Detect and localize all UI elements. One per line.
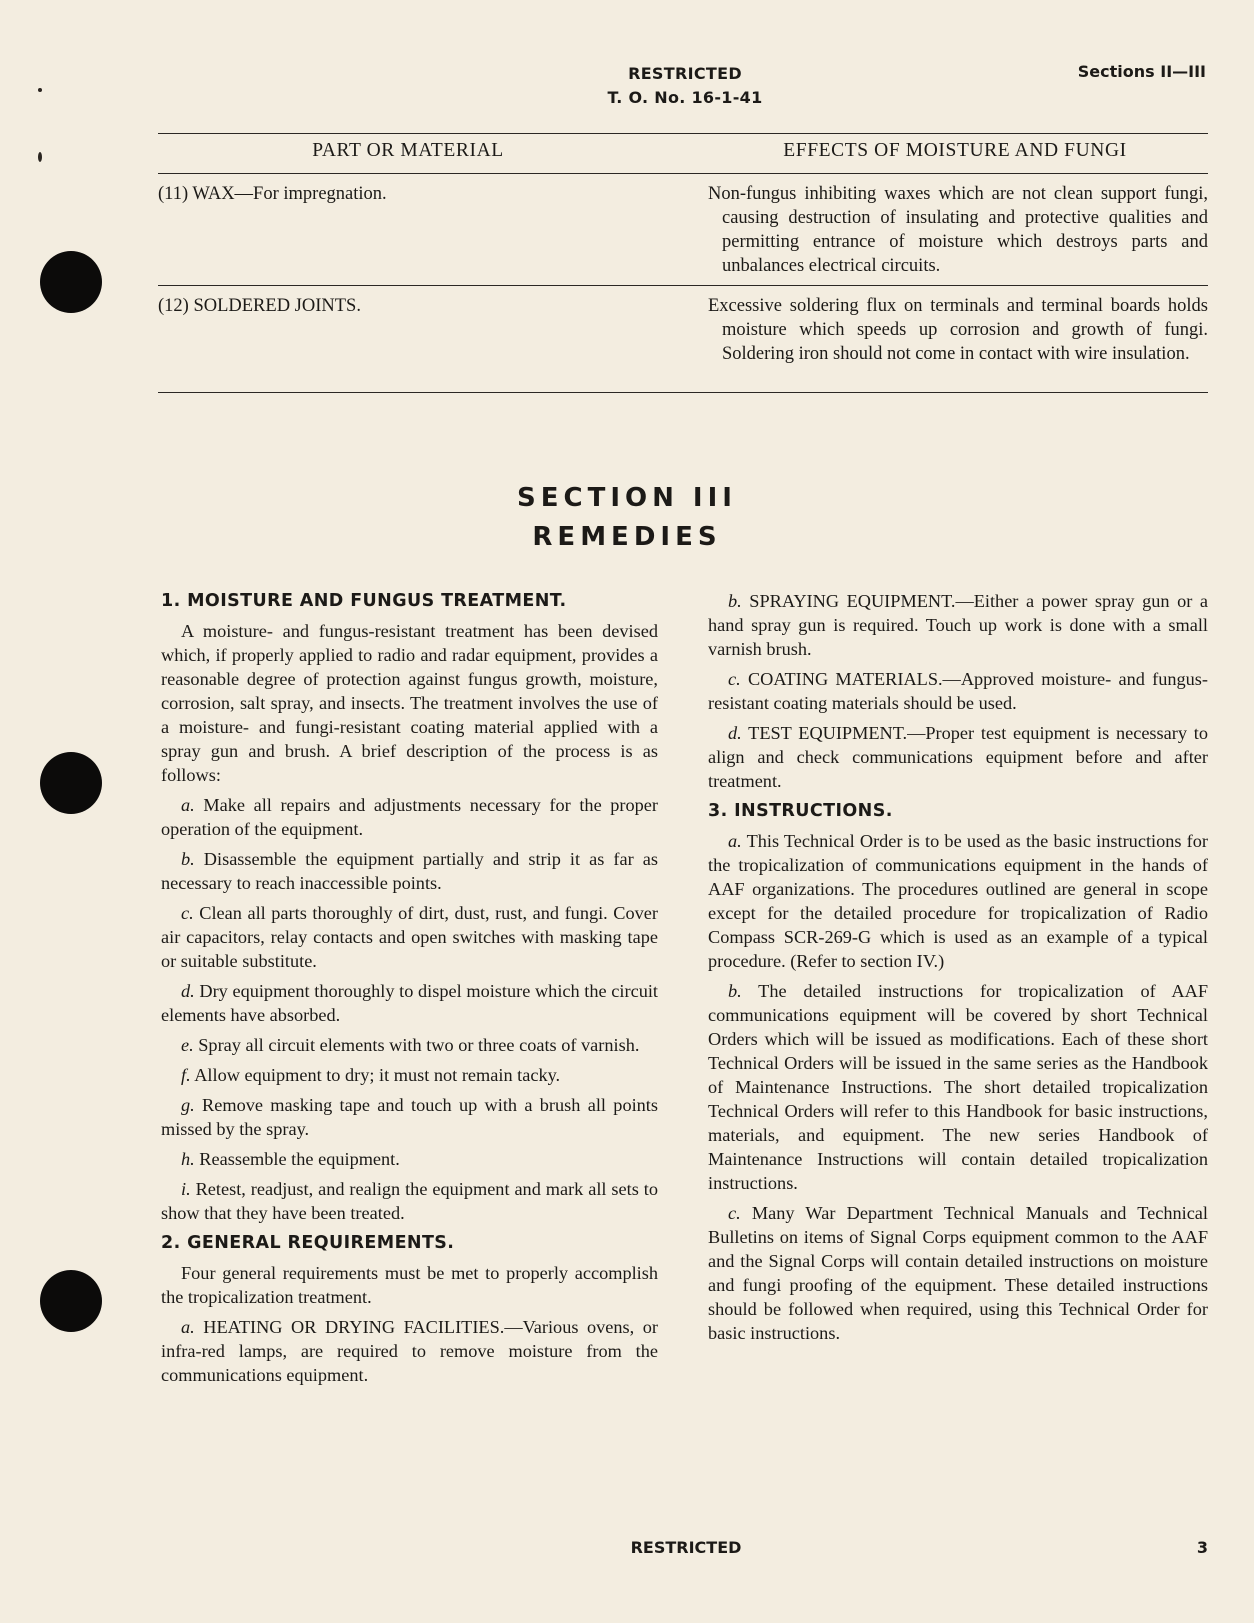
page-header [530,62,840,110]
header-classification: RESTRICTED [628,64,742,83]
step-text: Allow equipment to dry; it must not remain tacky. [194,1065,561,1085]
item-label: b. [728,591,742,611]
item-label: d. [728,723,742,743]
item-text: HEATING OR DRYING FACILITIES.—Various ovens, or infra-red lamps, are required to remove moisture from the communications equipment. [161,1317,658,1385]
table-header-part: PART OR MATERIAL [312,140,504,161]
step-text: Remove masking tape and touch up with a brush all points missed by the spray. [161,1095,658,1139]
item-label: c. [728,669,741,689]
margin-speck [38,88,42,92]
item-text: Many War Department Technical Manuals and Technical Bulletins on items of Signal Corps equipment common to the AAF and the Signal Corps will contain detailed instructions on moisture and fungi proofing of the equipment. These detailed instructions should be followed when required, using this Technical Order for basic instructions. [708,1203,1208,1343]
step-label: d. [181,981,195,1001]
step-label: b. [181,849,195,869]
requirement-item [708,667,1208,715]
step-label: g. [181,1095,195,1115]
table-row-part: (11) WAX—For impregnation. [158,184,387,204]
step-text: Clean all parts thoroughly of dirt, dust, rust, and fungi. Cover air capacitors, relay contacts and open switches with masking tape or suitable substitute. [161,903,658,971]
step-text: Dry equipment thoroughly to dispel moisture which the circuit elements have absorbed. [161,981,658,1025]
step-item [161,1063,658,1087]
table-row-effect: Excessive soldering flux on terminals and terminal boards holds moisture which speeds up corrosion and growth of fungi. Soldering iron should not come in contact with wire insulation. [708,296,1208,364]
step-text: Make all repairs and adjustments necessary for the proper operation of the equipment. [161,795,659,839]
instruction-item [708,1201,1208,1345]
header-sections: Sections II—III [1077,62,1206,81]
step-item [161,901,658,973]
right-column [708,589,1208,1351]
step-text: Disassemble the equipment partially and strip it as far as necessary to reach inaccessible points. [161,849,658,893]
step-item [161,793,658,841]
step-item [161,1033,658,1057]
step-item [161,1093,658,1141]
item-label: c. [728,1203,741,1223]
table-header-effects: EFFECTS OF MOISTURE AND FUNGI [783,140,1127,161]
punch-hole-middle [40,752,102,814]
step-label: c. [181,903,194,923]
table-row-effect: Non-fungus inhibiting waxes which are not clean support fungi, causing destruction of insulating and protective qualities and permitting entrance of moisture which destroys parts and unbalances electrical circuits. [708,184,1208,276]
item-text: SPRAYING EQUIPMENT.—Either a power spray gun or a hand spray gun is required. Touch up work is done with a small varnish brush. [708,591,1208,659]
header-to-number: T. O. No. 16-1-41 [607,88,763,107]
requirement-item [708,589,1208,661]
table-top-rule [158,133,1208,134]
item-text: COATING MATERIALS.—Approved moisture- and fungus-resistant coating materials should be used. [708,669,1208,713]
step-text: Reassemble the equipment. [199,1149,400,1169]
page-number: 3 [1196,1538,1208,1557]
step-label: a. [181,795,195,815]
paragraph-heading: 1. MOISTURE AND FUNGUS TREATMENT. [161,591,567,611]
item-label: a. [728,831,742,851]
instruction-item [708,829,1208,973]
paragraph-intro: A moisture- and fungus-resistant treatment has been devised which, if properly applied to radio and radar equipment, provides a reasonable degree of protection against fungus growth, moisture, corrosion, salt spray, and insects. The treatment involves the use of a moisture- and fungi-resistant coating material applied with a spray gun and brush. A brief description of the process is as follows: [161,621,658,785]
table-header-rule [158,173,1208,174]
step-item [161,979,658,1027]
punch-hole-top [40,251,102,313]
step-text: Retest, readjust, and realign the equipment and mark all sets to show that they have been treated. [161,1179,658,1223]
item-text: This Technical Order is to be used as the basic instructions for the tropicalization of communications equipment in the hands of AAF organizations. The procedures outlined are general in scope except for the detailed procedure for tropicalization of Radio Compass SCR-269-G which is used as an example of a typical procedure. (Refer to section IV.) [708,831,1208,971]
step-label: i. [181,1179,191,1199]
step-item [161,847,658,895]
footer-classification: RESTRICTED [630,1538,742,1557]
requirement-item [161,1315,658,1387]
paragraph-intro: Four general requirements must be met to properly accomplish the tropicalization treatment. [161,1263,658,1307]
step-label: e. [181,1035,194,1055]
step-label: f. [181,1065,191,1085]
requirement-item [708,721,1208,793]
item-text: The detailed instructions for tropicalization of AAF communications equipment will be covered by short Technical Orders which will be issued as modifications. Each of these short Technical Orders will be issued in the same series as the Handbook of Maintenance Instructions. The short detailed tropicalization Technical Orders will refer to this Handbook for basic instructions, materials, and equipment. The new series Handbook of Maintenance Instructions will contain detailed tropicalization instructions. [708,981,1208,1193]
step-text: Spray all circuit elements with two or three coats of varnish. [198,1035,640,1055]
step-item [161,1177,658,1225]
item-text: TEST EQUIPMENT.—Proper test equipment is necessary to align and check communications equipment before and after treatment. [708,723,1208,791]
margin-speck [38,152,42,162]
step-label: h. [181,1149,195,1169]
section-subtitle: REMEDIES [532,522,722,552]
paragraph-heading: 2. GENERAL REQUIREMENTS. [161,1233,455,1253]
step-item [161,1147,658,1171]
table-row-rule [158,285,1208,286]
paragraph-heading: 3. INSTRUCTIONS. [708,801,893,821]
item-label: b. [728,981,742,1001]
section-title: SECTION III [517,483,737,513]
left-column [161,589,658,1393]
table-row-part: (12) SOLDERED JOINTS. [158,296,361,316]
instruction-item [708,979,1208,1195]
table-bottom-rule [158,392,1208,393]
item-label: a. [181,1317,195,1337]
punch-hole-bottom [40,1270,102,1332]
